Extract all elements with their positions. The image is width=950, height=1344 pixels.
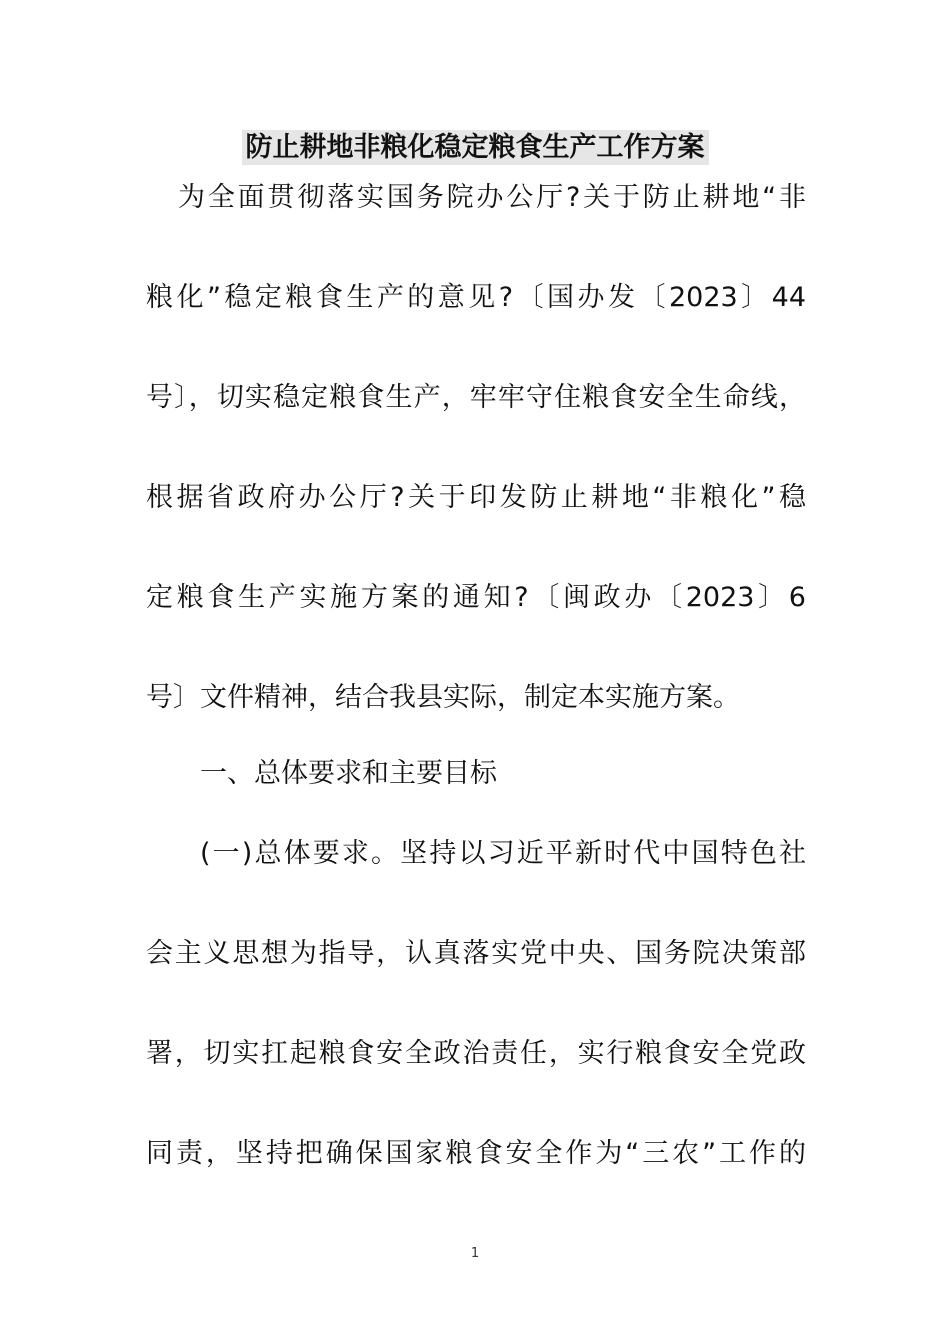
document-title xyxy=(0,128,950,168)
paragraph-line-4: 根据省政府办公厅?关于印发防止耕地“非粮化”稳 xyxy=(146,482,806,513)
paragraph-line-10: 署，切实扛起粮食安全政治责任，实行粮食安全党政 xyxy=(146,1038,806,1069)
paragraph-line-3: 号〕，切实稳定粮食生产，牢牢守住粮食安全生命线， xyxy=(146,382,806,413)
document-title-text: 防止耕地非粮化稳定粮食生产工作方案 xyxy=(242,130,709,165)
paragraph-line-2: 粮化”稳定粮食生产的意见?〔国办发〔2023〕44 xyxy=(146,282,806,313)
section-heading: 一、总体要求和主要目标 xyxy=(200,758,497,789)
paragraph-line-5: 定粮食生产实施方案的通知?〔闽政办〔2023〕6 xyxy=(146,582,806,613)
paragraph-line-9: 会主义思想为指导，认真落实党中央、国务院决策部 xyxy=(146,938,806,969)
paragraph-line-1: 为全面贯彻落实国务院办公厅?关于防止耕地“非 xyxy=(178,182,806,213)
paragraph-line-11: 同责，坚持把确保国家粮食安全作为“三农”工作的 xyxy=(146,1138,806,1169)
page-number: 1 xyxy=(470,1246,480,1261)
paragraph-line-6: 号〕文件精神，结合我县实际，制定本实施方案。 xyxy=(146,682,740,713)
paragraph-line-8: (一)总体要求。坚持以习近平新时代中国特色社 xyxy=(200,838,806,869)
